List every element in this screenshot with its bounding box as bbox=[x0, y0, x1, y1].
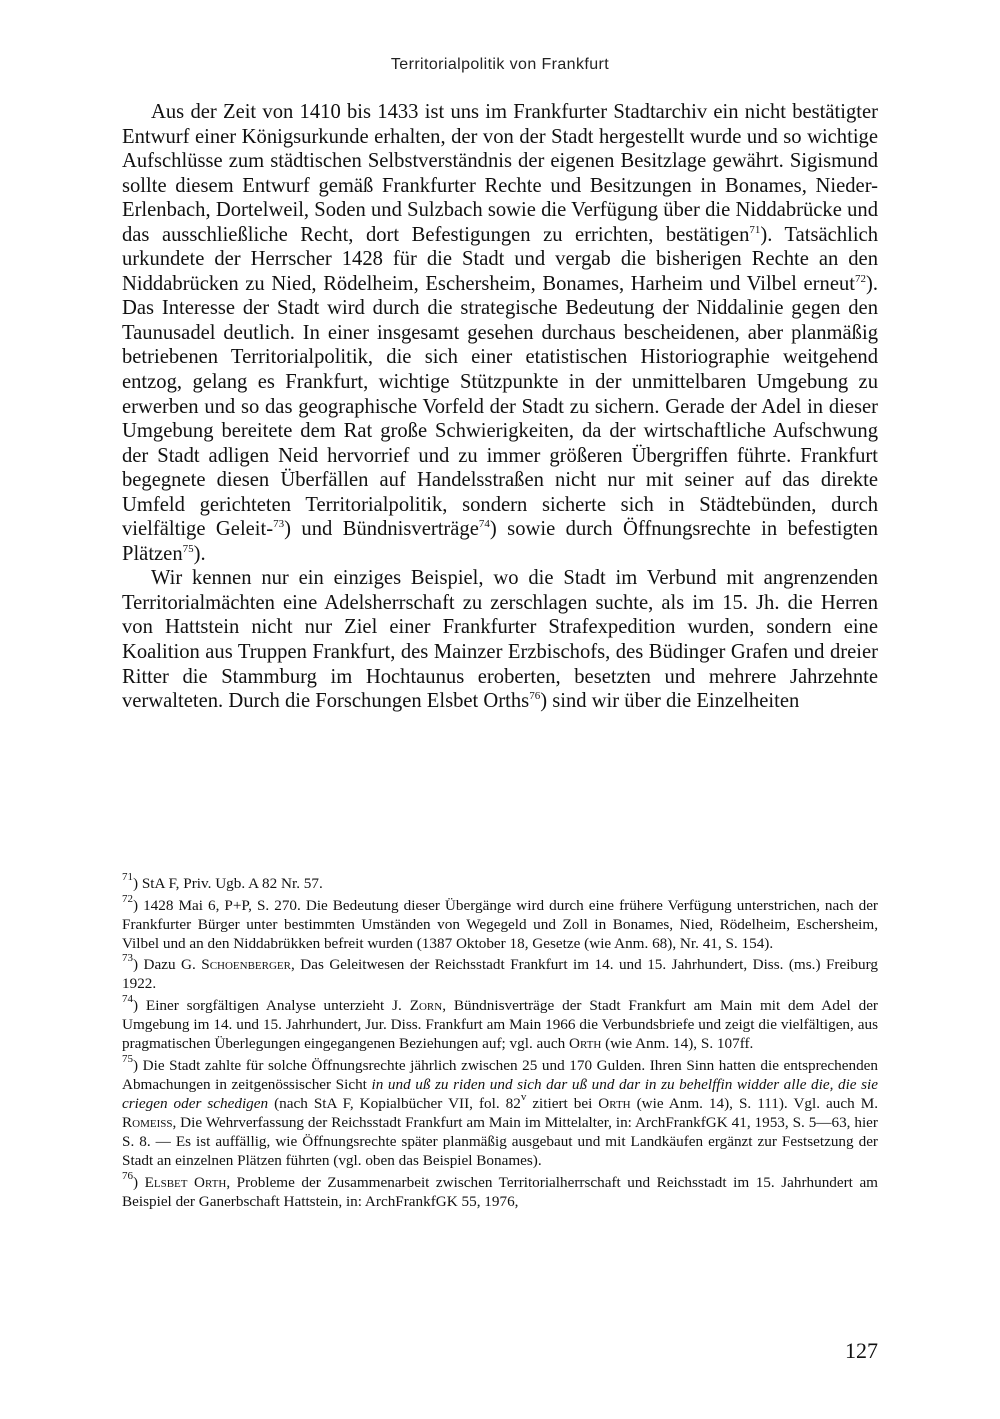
footnote-text: ) Einer sorgfältigen Analyse unterzieht J. bbox=[133, 997, 410, 1015]
author-name: Elsbet Orth bbox=[144, 1173, 227, 1191]
footnote-text: zitiert bei bbox=[526, 1095, 599, 1113]
footnotes bbox=[122, 871, 879, 1214]
author-name: Romeiss bbox=[122, 1114, 173, 1132]
text-run: ). bbox=[193, 542, 206, 565]
footnote-ref-75[interactable]: 75 bbox=[182, 542, 194, 555]
quotation: in und uß zu riden und sich dar uß und dar in zu behelffin widder alle die, die sie criegen oder schedigen bbox=[122, 1075, 878, 1113]
footnote-text: , Bündnisverträge der Stadt Frankfurt am Main mit dem Adel der Umgebung im 14. und 15. Jahrhundert, Jur. Diss. Frankfurt am Main 1966 die Verbundsbriefe und zeigt die vielfältigen, aus pragmatischen Überlegungen eingegangenen Beziehungen auf; vgl. auch bbox=[122, 997, 878, 1053]
footnote-text: ) bbox=[133, 1173, 145, 1191]
text-run: ) sind wir über die Einzelheiten bbox=[540, 690, 800, 713]
paragraph-1 bbox=[122, 100, 878, 566]
footnote-74 bbox=[122, 993, 878, 1053]
footnote-text: (wie Anm. 14), S. 107ff. bbox=[601, 1035, 754, 1053]
main-text bbox=[122, 100, 878, 714]
footnote-text: ) Die Stadt zahlte für solche Öffnungsrechte jährlich zwischen 25 und 170 Gulden. Ihren Sinn hatten die entsprechenden Abmachungen in zeitgenössischer Sicht bbox=[122, 1056, 878, 1093]
footnote-text: , Das Geleitwesen der Reichsstadt Frankfurt im 14. und 15. Jahrhundert, Diss. (ms.) Freiburg 1922. bbox=[122, 956, 879, 993]
footnote-ref-74[interactable]: 74 bbox=[478, 518, 490, 531]
folio-verso-mark: v bbox=[520, 1091, 527, 1104]
author-name: Zorn bbox=[409, 997, 443, 1015]
running-header: Territorialpolitik von Frankfurt bbox=[390, 56, 610, 73]
author-name: Schoenberger bbox=[201, 956, 291, 974]
footnote-76 bbox=[122, 1169, 878, 1211]
footnote-75 bbox=[122, 1052, 879, 1171]
text-run: ). Tatsächlich urkundete der Herrscher 1428 für die Stadt und vergab die bisherigen Rechte an den Niddabrücken zu Nied, Rödelheim, Eschersheim, Bonames, Harheim und Vilbel erneut bbox=[122, 223, 878, 295]
footnote-text: ) Dazu G. bbox=[133, 956, 202, 974]
footnote-72 bbox=[122, 892, 878, 953]
footnote-number: 72 bbox=[122, 892, 133, 905]
paragraph-2 bbox=[122, 566, 878, 713]
text-run: ). Das Interesse der Stadt wird durch die strategische Bedeutung der Niddalinie gegen den Taunusadel deutlich. In einer insgesamt gesehen durchaus bescheidenen, aber planmäßig betriebenen Territorialpolitik, die sich einer etatistischen Historiographie weitgehend entzog, gelang es Frankfurt, wichtige Stützpunkte in der unmittelbaren Umgebung zu erwerben und so das geographische Vorfeld der Stadt zu sichern. Gerade der Adel in dieser Umgebung bereitete dem Rat große Schwierigkeiten, da der wirtschaftliche Aufschwung der Stadt adligen Neid hervorrief und zu immer größeren Übergriffen führte. Frankfurt begegnete diesen Überfällen auf Handelsstraßen nicht nur mit seiner auf das direkte Umfeld gerichteten Territorialpolitik, sondern sicherte sich in Städtebünden, durch vielfältige Geleit- bbox=[122, 272, 878, 541]
footnote-number: 75 bbox=[122, 1052, 133, 1065]
author-name: Orth bbox=[569, 1035, 602, 1053]
text-run: Aus der Zeit von 1410 bis 1433 ist uns im Frankfurter Stadtarchiv ein nicht bestätigter Entwurf einer Königsurkunde erhalten, der von der Stadt hergestellt wurde und so wichtige Aufschlüsse zum städtischen Selbstverständnis der eigenen Besitzlage gewährt. Sigismund sollte diesem Entwurf gemäß Frankfurter Rechte und Besitzungen in Bonames, Nieder-Erlenbach, Dortelweil, Soden und Sulzbach sowie die Verfügung über die Niddabrücke und das ausschließliche Recht, dort Befestigungen zu errichten, bestätigen bbox=[122, 101, 878, 246]
footnote-number: 73 bbox=[122, 952, 133, 965]
footnote-number: 71 bbox=[122, 871, 133, 883]
footnote-text: (wie Anm. 14), S. 111). Vgl. auch M. bbox=[630, 1095, 879, 1113]
footnote-71 bbox=[122, 871, 878, 893]
text-run: ) und Bündnisverträge bbox=[284, 518, 479, 541]
footnote-ref-72[interactable]: 72 bbox=[854, 272, 866, 285]
footnote-text: ) 1428 Mai 6, P+P, S. 270. Die Bedeutung dieser Übergänge wird durch eine frühere Verfügung unterstrichen, nach der Frankfurter Bürger unter bestimmten Umständen von Wegegeld und Zoll in Bonames, Nied, Rödelheim, Eschersheim, Vilbel und an den Niddabrükken befreit wurden (1387 Oktober 18, Gesetze (wie Anm. 68), Nr. 41, S. 154). bbox=[122, 896, 878, 952]
footnote-text: , Probleme der Zusammenarbeit zwischen Territorialherrschaft und Reichsstadt im 15. Jahrhundert am Beispiel der Ganerbschaft Hattstein, in: ArchFrankfGK 55, 1976, bbox=[122, 1173, 878, 1210]
footnote-ref-76[interactable]: 76 bbox=[529, 690, 541, 703]
text-run: Wir kennen nur ein einziges Beispiel, wo die Stadt im Verbund mit angrenzenden Territorialmächten eine Adelsherrschaft zu zerschlagen suchte, als im 15. Jh. die Herren von Hattstein nicht nur Ziel einer Frankfurter Strafexpedition wurden, sondern eine Koalition aus Truppen Frankfurt, des Mainzer Erzbischofs, des Büdinger Grafen und dreier Ritter die Stammburg im Hochtaunus eroberten, besetzten und mehrere Jahrzehnte verwalteten. Durch die Forschungen Elsbet Orths bbox=[122, 567, 878, 713]
author-name: Orth bbox=[598, 1095, 631, 1113]
footnote-73 bbox=[122, 952, 879, 993]
footnote-ref-73[interactable]: 73 bbox=[273, 518, 285, 531]
footnote-text: , Die Wehrverfassung der Reichsstadt Frankfurt am Main im Mittelalter, in: ArchFrankfGK 41, 1953, S. 5—63, hier S. 8. — Es ist auffällig, wie Öffnungsrechte später planmäßig ausgebaut und mit Landkäufen ergänzt zur Festsetzung der Stadt an einzelnen Plätzen führten (vgl. oben das Beispiel Bonames). bbox=[122, 1114, 878, 1170]
footnote-number: 76 bbox=[122, 1169, 133, 1182]
footnote-number: 74 bbox=[122, 993, 133, 1006]
text-run: ) sowie durch Öffnungsrechte in befestigten Plätzen bbox=[122, 518, 878, 565]
page-number: 127 bbox=[845, 1338, 878, 1363]
footnote-ref-71[interactable]: 71 bbox=[749, 223, 761, 236]
footnote-text: ) StA F, Priv. Ugb. A 82 Nr. 57. bbox=[133, 875, 323, 892]
footnote-text: (nach StA F, Kopialbücher VII, fol. 82 bbox=[268, 1095, 521, 1113]
